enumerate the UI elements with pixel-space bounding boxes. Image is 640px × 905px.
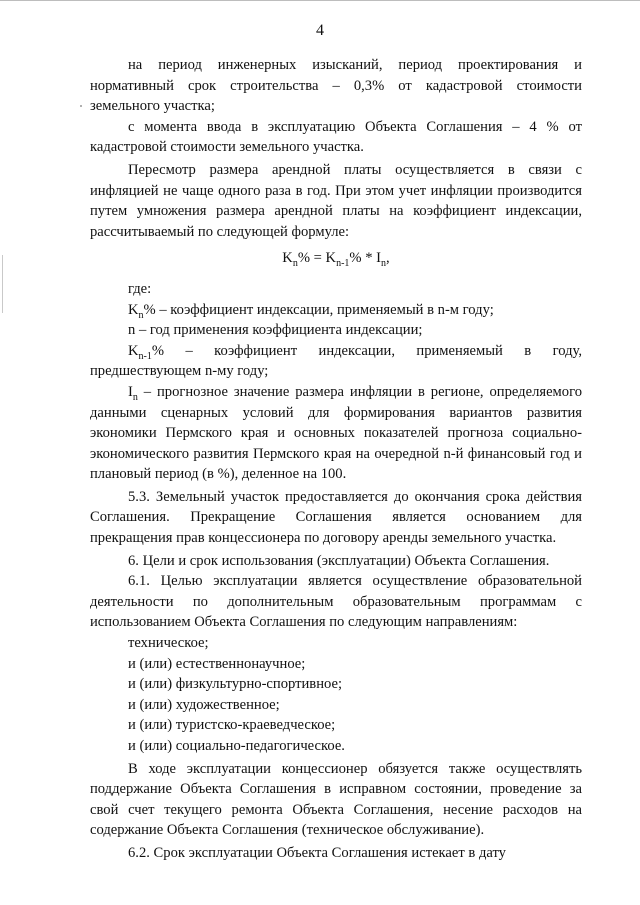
definition-kn-1: $K_{n-1}\%$ – коэффициент индексации, применяемый в году, предшествующем n-му году; <box>90 342 582 380</box>
scan-left-mark <box>2 255 3 313</box>
paragraph-6-2: 6.2. Срок эксплуатации Объекта Соглашения истекает в дату <box>128 844 506 861</box>
paragraph-5-3: 5.3. Земельный участок предоставляется до окончания срока действия Соглашения. Прекращение Соглашения является основанием для прекращения прав концессионера по договору аренды земельного участка. <box>90 488 582 547</box>
direction-item: и (или) социально-педагогическое. <box>128 738 345 754</box>
paragraph-exploitation-duties: В ходе эксплуатации концессионер обязуется также осуществлять поддержание Объекта Соглашения в исправном состоянии, проведение за свой счет текущего ремонта Объекта Соглашения, несение расходов на содержание Объекта Соглашения (техническое обслуживание). <box>90 760 582 839</box>
direction-item: и (или) естественнонаучное; <box>128 655 306 672</box>
direction-item: и (или) художественное; <box>128 696 280 713</box>
page-number: 4 <box>316 22 324 39</box>
section-heading-6: 6. Цели и срок использования (эксплуатации) Объекта Соглашения. <box>128 552 550 569</box>
directions-list <box>90 633 582 757</box>
indexation-formula: $K_n\% = K_{n-1}\% * I_n$, <box>282 250 390 270</box>
direction-item: и (или) туристско-краеведческое; <box>128 717 336 734</box>
scan-speck <box>80 105 82 107</box>
document-body <box>90 55 582 864</box>
scan-top-edge <box>0 0 640 3</box>
paragraph-rent-exploitation: с момента ввода в эксплуатацию Объекта Соглашения – 4 % от кадастровой стоимости земельного участка. <box>90 118 582 156</box>
direction-item: техническое; <box>128 635 209 652</box>
definition-in: $I_n$ – прогнозное значение размера инфляции в регионе, определяемого данными сценарных условий для формирования вариантов развития экономики Пермского края и основных показателей прогноза социально-экономического развития Пермского края на очередной n-й финансовый год и плановый период (в %), деленное на 100. <box>90 383 582 483</box>
definition-n: n – год применения коэффициента индексации; <box>128 322 423 339</box>
direction-item: и (или) физкультурно-спортивное; <box>128 676 343 693</box>
definition-kn: $K_n\%$ – коэффициент индексации, применяемый в n-м году; <box>128 301 494 321</box>
where-label: где: <box>128 280 152 297</box>
paragraph-6-1: 6.1. Целью эксплуатации является осуществление образовательной деятельности по дополнительным образовательным программам с использованием Объекта Соглашения по следующим направлениям: <box>90 573 582 631</box>
paragraph-rent-revision: Пересмотр размера арендной платы осуществляется в связи с инфляцией не чаще одного раза в год. При этом учет инфляции производится путем умножения размера арендной платы на коэффициент индексации, рассчитываемый по следующей формуле: <box>90 161 582 240</box>
paragraph-rent-design-period: на период инженерных изысканий, период проектирования и нормативный срок строительства – 0,3% от кадастровой стоимости земельного участка; <box>90 57 582 115</box>
